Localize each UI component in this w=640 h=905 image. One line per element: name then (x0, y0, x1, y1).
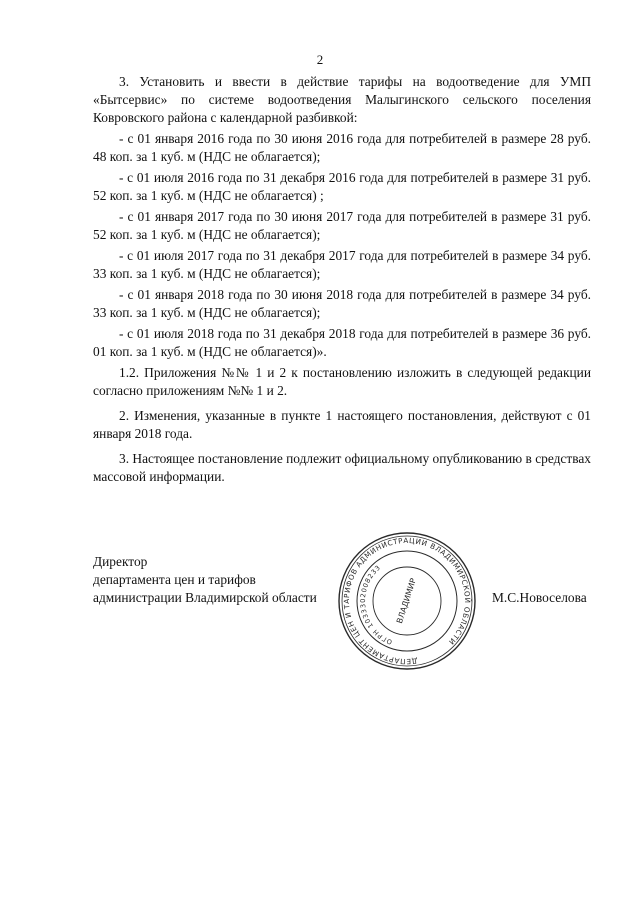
tariff-item: - с 01 июля 2018 года по 31 декабря 2018 года для потребителей в размере 36 руб. 01 коп. за 1 куб. м (НДС не облагается)». (93, 326, 591, 359)
page-number: 2 (316, 52, 324, 67)
signer-title-line: Директор (93, 554, 148, 569)
tariff-item: - с 01 января 2017 года по 30 июня 2017 года для потребителей в размере 31 руб. 52 коп. за 1 куб. м (НДС не облагается); (93, 209, 591, 242)
signer-title-line: департамента цен и тарифов (93, 572, 256, 587)
official-stamp (336, 530, 478, 672)
tariff-item: - с 01 января 2016 года по 30 июня 2016 года для потребителей в размере 28 руб. 48 коп. за 1 куб. м (НДС не облагается); (93, 131, 591, 164)
signer-name: М.С.Новоселова (492, 590, 587, 605)
stamp-outer-text: ДЕПАРТАМЕНТ ЦЕН И ТАРИФОВ АДМИНИСТРАЦИИ ВЛАДИМИРСКОЙ ОБЛАСТИ (341, 535, 473, 667)
stamp-center-text: ВЛАДИМИР (394, 577, 419, 625)
document-body (93, 73, 591, 493)
tariff-item: - с 01 июля 2016 года по 31 декабря 2016 года для потребителей в размере 31 руб. 52 коп. за 1 куб. м (НДС не облагается) ; (93, 170, 591, 203)
stamp-inner-text: ОГРН 1033302008233 (358, 563, 394, 647)
tariff-item: - с 01 января 2018 года по 30 июня 2018 года для потребителей в размере 34 руб. 33 коп. за 1 куб. м (НДС не облагается); (93, 287, 591, 320)
signer-title-line: администрации Владимирской области (93, 590, 317, 605)
paragraph-tariff-intro: 3. Установить и ввести в действие тарифы на водоотведение для УМП «Бытсервис» по системе водоотведения Малыгинского сельского поселения Ковровского района с календарной разбивкой: (93, 74, 591, 125)
signature-block (93, 553, 317, 607)
paragraph-1-2: 1.2. Приложения №№ 1 и 2 к постановлению изложить в следующей редакции согласно приложениям №№ 1 и 2. (93, 365, 591, 398)
paragraph-3: 3. Настоящее постановление подлежит официальному опубликованию в средствах массовой информации. (93, 451, 591, 484)
tariff-item: - с 01 июля 2017 года по 31 декабря 2017 года для потребителей в размере 34 руб. 33 коп. за 1 куб. м (НДС не облагается); (93, 248, 591, 281)
paragraph-2: 2. Изменения, указанные в пункте 1 настоящего постановления, действуют с 01 января 2018 года. (93, 408, 591, 441)
